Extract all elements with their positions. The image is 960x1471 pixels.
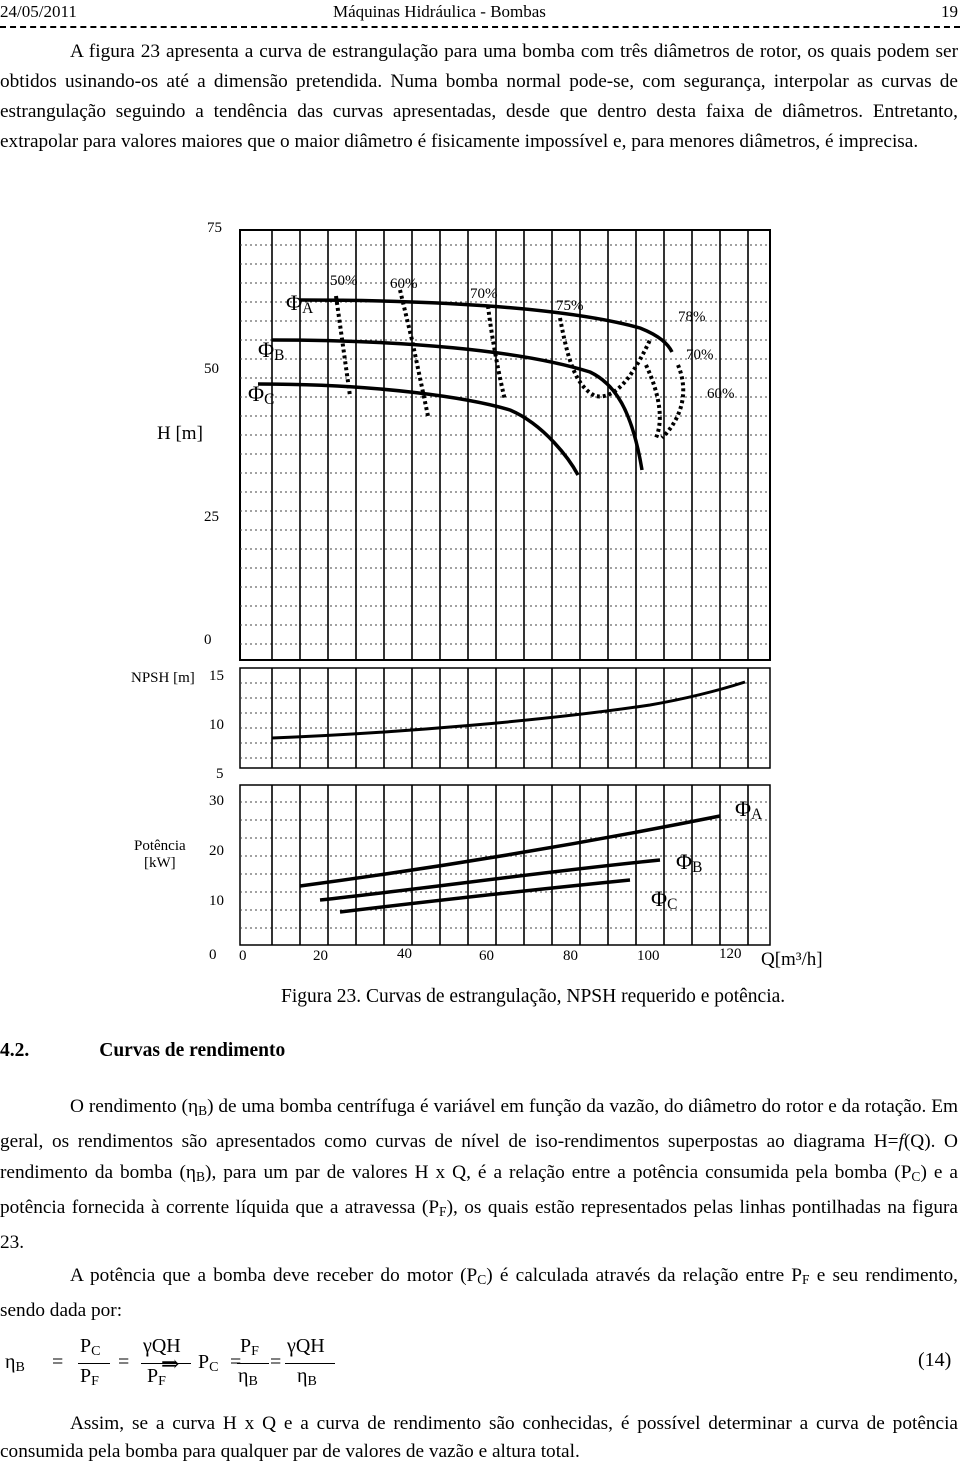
power-paragraph: A potência que a bomba deve receber do motor $(P_C)$ é calculada através da relação entre $P_F$ e seu rendimento, sendo dada por: xyxy=(0,1265,958,1321)
head-y-tick-50: 50 xyxy=(204,361,219,377)
npsh-y-tick-10: 10 xyxy=(209,717,224,733)
power-y-tick-30: 30 xyxy=(209,793,224,809)
x-tick-40: 40 xyxy=(397,946,412,962)
x-axis-label: Q[m³/h] xyxy=(761,949,823,970)
npsh-chart xyxy=(240,668,770,768)
x-tick-120: 120 xyxy=(719,946,742,962)
header-title: Máquinas Hidráulica - Bombas xyxy=(333,2,546,21)
head-label-phi-a: $\Phi_A$ xyxy=(286,290,314,317)
intro-paragraph: A figura 23 apresenta a curva de estrangulação para uma bomba com três diâmetros de rotor, os quais podem ser obtidos usinando-os até a dimensão pretendida. Numa bomba normal pode-se, com segurança, interpolar as curvas de estrangulação seguindo a tendência das curvas apresentadas, desde que dentro desta faixa de diâmetros. Entretanto, extrapolar para valores maiores que o maior diâmetro é fisicamente impossível e, para menores diâmetros, é imprecisa. xyxy=(0,41,958,152)
head-y-tick-0: 0 xyxy=(204,632,212,648)
curve-npsh xyxy=(272,682,745,738)
header-page-number: 19 xyxy=(941,2,958,21)
power-y-tick-20: 20 xyxy=(209,843,224,859)
power-label-phi-c: $\Phi_C$ xyxy=(651,886,678,913)
head-label-phi-c: $\Phi_C$ xyxy=(248,381,275,408)
x-tick-0: 0 xyxy=(239,948,247,964)
power-label-phi-b: $\Phi_B$ xyxy=(676,849,703,876)
head-chart xyxy=(240,230,770,660)
power-y-tick-0: 0 xyxy=(209,947,217,963)
x-tick-100: 100 xyxy=(637,948,660,964)
header-date: 24/05/2011 xyxy=(0,2,77,21)
closing-paragraph: Assim, se a curva H x Q e a curva de rendimento são conhecidas, é possível determinar a curva de potência consumida pela bomba para qualquer par de valores de vazão e altura total. xyxy=(0,1413,958,1462)
head-label-phi-b: $\Phi_B$ xyxy=(258,337,285,364)
head-y-axis-label: H [m] xyxy=(157,423,203,444)
eff-label-50: 50% xyxy=(330,273,358,289)
power-label-phi-a: $\Phi_A$ xyxy=(735,796,763,823)
eff-label-78: 78% xyxy=(678,309,706,325)
head-y-tick-75: 75 xyxy=(207,220,222,236)
eff-label-70-right: 70% xyxy=(686,347,714,363)
npsh-y-tick-5: 5 xyxy=(216,766,224,782)
section-heading: 4.2. Curvas de rendimento xyxy=(0,1040,286,1061)
figure-caption: Figura 23. Curvas de estrangulação, NPSH requerido e potência. xyxy=(281,986,786,1007)
efficiency-paragraph: O rendimento $(\eta_B)$ de uma bomba centrífuga é variável em função da vazão, do diâmetro do rotor e da rotação. Em geral, os rendimentos são apresentados como curvas de nível de iso-rendimentos superpostas ao diagrama H=f(Q). O rendimento da bomba $(\eta_B)$, para um par de valores H x Q, é a relação entre a potência consumida pela bomba $(P_C)$ e a potência fornecida à corrente líquida que a atravessa $(P_F)$, os quais estão representados pelas linhas pontilhadas na figura 23. xyxy=(0,1096,959,1253)
power-y-axis-label: Potência [kW] xyxy=(134,838,186,871)
power-y-tick-10: 10 xyxy=(209,893,224,909)
x-tick-20: 20 xyxy=(313,948,328,964)
eff-label-60-right: 60% xyxy=(707,386,735,402)
head-y-tick-25: 25 xyxy=(204,509,219,525)
eff-label-70: 70% xyxy=(470,286,498,302)
x-tick-80: 80 xyxy=(563,948,578,964)
eff-label-60: 60% xyxy=(390,276,418,292)
eff-label-75: 75% xyxy=(556,298,584,314)
npsh-y-tick-15: 15 xyxy=(209,668,224,684)
npsh-y-axis-label: NPSH [m] xyxy=(131,670,195,686)
curve-phi-c xyxy=(258,384,578,475)
x-tick-60: 60 xyxy=(479,948,494,964)
